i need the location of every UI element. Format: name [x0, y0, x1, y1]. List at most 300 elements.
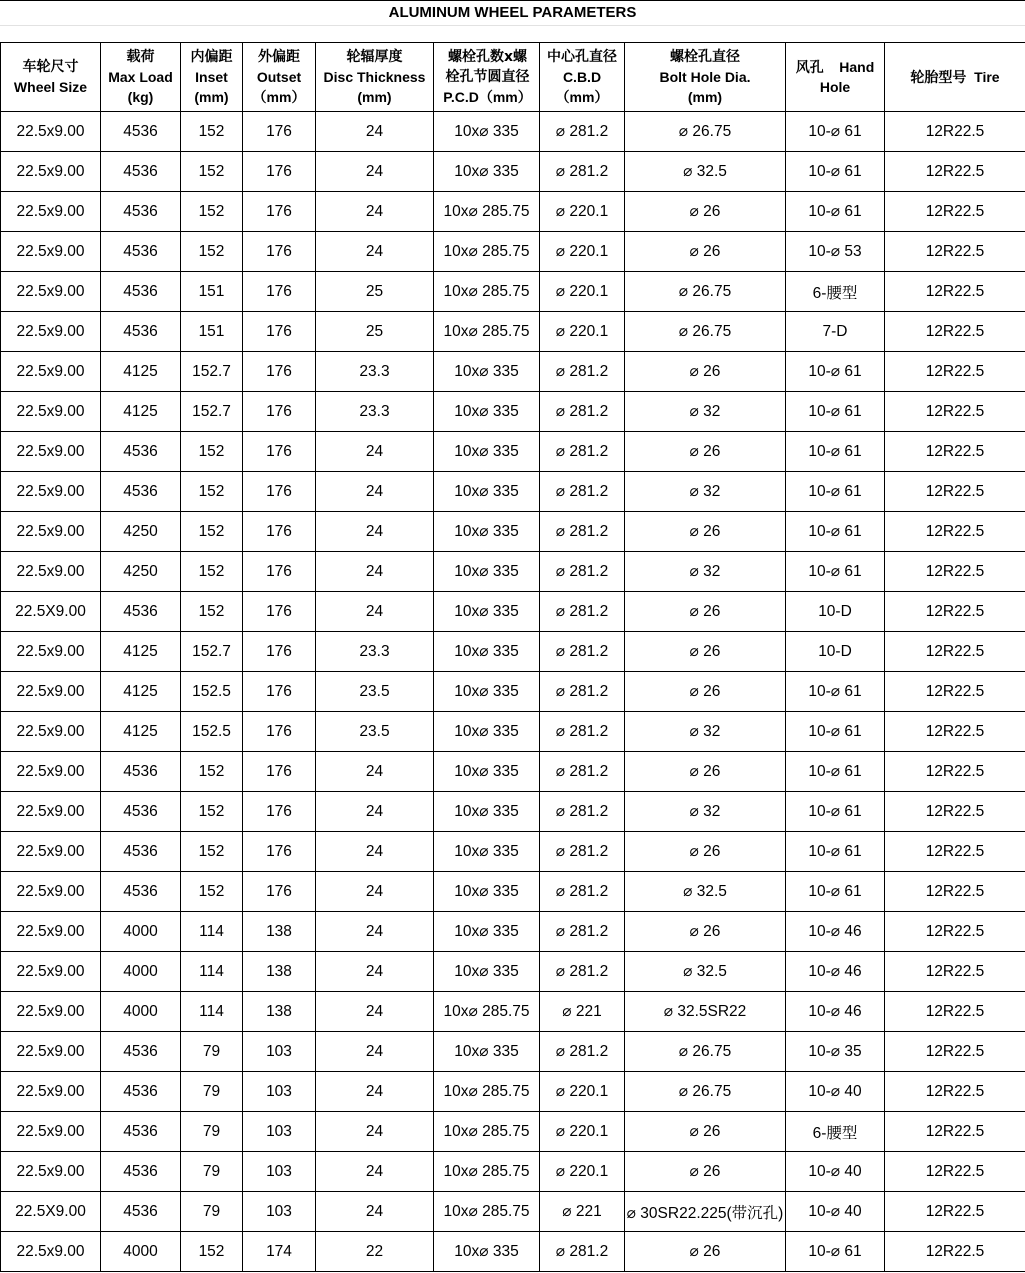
cell-max-load: 4125	[101, 712, 181, 752]
cell-bolt-hole-dia: ⌀ 32	[625, 392, 786, 432]
cell-max-load: 4536	[101, 1112, 181, 1152]
cell-pcd: 10x⌀ 285.75	[434, 1152, 540, 1192]
header-label-zh: 车轮尺寸	[22, 59, 79, 75]
cell-bolt-hole-dia: ⌀ 26	[625, 432, 786, 472]
header-label-zh-en: 轮胎型号 Tire	[910, 69, 1000, 85]
header-label-en: Bolt Hole Dia.	[659, 69, 751, 85]
cell-tire: 12R22.5	[885, 1192, 1025, 1232]
cell-bolt-hole-dia: ⌀ 32.5	[625, 952, 786, 992]
cell-outset: 176	[243, 352, 316, 392]
cell-hand-hole: 10-⌀ 61	[786, 712, 885, 752]
cell-cbd: ⌀ 281.2	[540, 632, 625, 672]
header-label-en: Inset	[195, 69, 228, 85]
cell-outset: 103	[243, 1112, 316, 1152]
cell-tire: 12R22.5	[885, 952, 1025, 992]
cell-max-load: 4536	[101, 872, 181, 912]
header-pcd	[434, 43, 540, 112]
cell-max-load: 4125	[101, 672, 181, 712]
cell-hand-hole: 10-⌀ 61	[786, 112, 885, 152]
cell-cbd: ⌀ 220.1	[540, 312, 625, 352]
cell-inset: 79	[181, 1152, 243, 1192]
cell-cbd: ⌀ 281.2	[540, 872, 625, 912]
table-row	[1, 112, 1025, 152]
cell-hand-hole: 10-D	[786, 592, 885, 632]
table-row	[1, 952, 1025, 992]
cell-cbd: ⌀ 220.1	[540, 232, 625, 272]
cell-cbd: ⌀ 220.1	[540, 192, 625, 232]
cell-outset: 176	[243, 592, 316, 632]
cell-disc-thickness: 24	[316, 232, 434, 272]
cell-disc-thickness: 23.3	[316, 352, 434, 392]
cell-hand-hole: 10-⌀ 46	[786, 992, 885, 1032]
cell-pcd: 10x⌀ 285.75	[434, 232, 540, 272]
cell-inset: 152	[181, 432, 243, 472]
cell-hand-hole: 10-⌀ 61	[786, 792, 885, 832]
header-unit: (mm)	[194, 89, 229, 105]
cell-tire: 12R22.5	[885, 552, 1025, 592]
cell-bolt-hole-dia: ⌀ 26	[625, 592, 786, 632]
header-tire	[885, 43, 1025, 112]
cell-wheel-size: 22.5x9.00	[1, 432, 101, 472]
cell-hand-hole: 10-⌀ 61	[786, 472, 885, 512]
cell-disc-thickness: 24	[316, 992, 434, 1032]
cell-wheel-size: 22.5x9.00	[1, 752, 101, 792]
cell-disc-thickness: 24	[316, 1072, 434, 1112]
cell-hand-hole: 10-⌀ 40	[786, 1072, 885, 1112]
cell-max-load: 4536	[101, 1032, 181, 1072]
cell-pcd: 10x⌀ 285.75	[434, 192, 540, 232]
cell-inset: 152.7	[181, 392, 243, 432]
cell-disc-thickness: 24	[316, 512, 434, 552]
table-row	[1, 272, 1025, 312]
cell-cbd: ⌀ 281.2	[540, 432, 625, 472]
cell-pcd: 10x⌀ 335	[434, 552, 540, 592]
cell-bolt-hole-dia: ⌀ 26	[625, 512, 786, 552]
cell-pcd: 10x⌀ 285.75	[434, 272, 540, 312]
cell-bolt-hole-dia: ⌀ 26	[625, 752, 786, 792]
header-unit: (kg)	[127, 89, 154, 105]
cell-outset: 138	[243, 992, 316, 1032]
table-row	[1, 352, 1025, 392]
cell-inset: 114	[181, 992, 243, 1032]
cell-outset: 174	[243, 1232, 316, 1272]
header-max-load	[101, 43, 181, 112]
cell-max-load: 4536	[101, 112, 181, 152]
cell-outset: 103	[243, 1152, 316, 1192]
cell-bolt-hole-dia: ⌀ 26.75	[625, 272, 786, 312]
cell-disc-thickness: 25	[316, 272, 434, 312]
cell-max-load: 4250	[101, 512, 181, 552]
cell-max-load: 4536	[101, 1072, 181, 1112]
cell-tire: 12R22.5	[885, 1152, 1025, 1192]
cell-tire: 12R22.5	[885, 152, 1025, 192]
cell-pcd: 10x⌀ 335	[434, 472, 540, 512]
cell-cbd: ⌀ 281.2	[540, 592, 625, 632]
cell-inset: 152	[181, 472, 243, 512]
table-row	[1, 592, 1025, 632]
header-label-zh: 中心孔直径	[547, 49, 617, 65]
cell-inset: 152.7	[181, 632, 243, 672]
cell-inset: 152	[181, 552, 243, 592]
cell-tire: 12R22.5	[885, 592, 1025, 632]
cell-max-load: 4536	[101, 1192, 181, 1232]
table-row	[1, 672, 1025, 712]
cell-disc-thickness: 24	[316, 872, 434, 912]
cell-tire: 12R22.5	[885, 632, 1025, 672]
cell-inset: 152	[181, 152, 243, 192]
cell-cbd: ⌀ 281.2	[540, 752, 625, 792]
cell-tire: 12R22.5	[885, 792, 1025, 832]
cell-max-load: 4536	[101, 192, 181, 232]
cell-pcd: 10x⌀ 335	[434, 712, 540, 752]
cell-tire: 12R22.5	[885, 712, 1025, 752]
cell-wheel-size: 22.5x9.00	[1, 192, 101, 232]
cell-cbd: ⌀ 221	[540, 992, 625, 1032]
cell-wheel-size: 22.5x9.00	[1, 832, 101, 872]
cell-max-load: 4536	[101, 272, 181, 312]
cell-bolt-hole-dia: ⌀ 32	[625, 472, 786, 512]
cell-disc-thickness: 24	[316, 432, 434, 472]
cell-tire: 12R22.5	[885, 432, 1025, 472]
cell-bolt-hole-dia: ⌀ 26.75	[625, 1072, 786, 1112]
cell-outset: 138	[243, 912, 316, 952]
header-label-zh: 螺栓孔数x螺	[447, 49, 528, 65]
cell-hand-hole: 10-⌀ 61	[786, 1232, 885, 1272]
header-label-en: Wheel Size	[13, 79, 88, 95]
cell-hand-hole: 10-⌀ 53	[786, 232, 885, 272]
table-row	[1, 312, 1025, 352]
cell-cbd: ⌀ 220.1	[540, 272, 625, 312]
cell-tire: 12R22.5	[885, 672, 1025, 712]
cell-tire: 12R22.5	[885, 512, 1025, 552]
cell-wheel-size: 22.5X9.00	[1, 1192, 101, 1232]
cell-max-load: 4125	[101, 352, 181, 392]
cell-bolt-hole-dia: ⌀ 32.5	[625, 152, 786, 192]
cell-hand-hole: 10-⌀ 61	[786, 872, 885, 912]
cell-wheel-size: 22.5x9.00	[1, 552, 101, 592]
cell-max-load: 4536	[101, 232, 181, 272]
header-unit: （mm）	[555, 89, 609, 105]
cell-pcd: 10x⌀ 335	[434, 952, 540, 992]
cell-hand-hole: 10-⌀ 40	[786, 1192, 885, 1232]
cell-disc-thickness: 24	[316, 112, 434, 152]
cell-outset: 176	[243, 232, 316, 272]
cell-tire: 12R22.5	[885, 272, 1025, 312]
cell-outset: 176	[243, 192, 316, 232]
header-bolt-hole-dia	[625, 43, 786, 112]
cell-hand-hole: 10-⌀ 61	[786, 512, 885, 552]
cell-bolt-hole-dia: ⌀ 26	[625, 352, 786, 392]
cell-pcd: 10x⌀ 335	[434, 912, 540, 952]
cell-tire: 12R22.5	[885, 752, 1025, 792]
cell-cbd: ⌀ 220.1	[540, 1152, 625, 1192]
cell-bolt-hole-dia: ⌀ 26	[625, 832, 786, 872]
table-row	[1, 1112, 1025, 1152]
cell-max-load: 4536	[101, 472, 181, 512]
cell-pcd: 10x⌀ 335	[434, 672, 540, 712]
cell-hand-hole: 10-⌀ 61	[786, 352, 885, 392]
cell-disc-thickness: 23.3	[316, 392, 434, 432]
cell-hand-hole: 10-⌀ 61	[786, 752, 885, 792]
cell-max-load: 4250	[101, 552, 181, 592]
cell-pcd: 10x⌀ 335	[434, 752, 540, 792]
cell-bolt-hole-dia: ⌀ 30SR22.225(带沉孔)	[625, 1192, 786, 1232]
header-label-en: Max Load	[108, 69, 173, 85]
header-label-en: C.B.D	[562, 69, 602, 85]
cell-bolt-hole-dia: ⌀ 26	[625, 912, 786, 952]
cell-hand-hole: 10-⌀ 61	[786, 672, 885, 712]
header-row	[1, 43, 1025, 112]
cell-disc-thickness: 24	[316, 592, 434, 632]
cell-bolt-hole-dia: ⌀ 26	[625, 1152, 786, 1192]
cell-disc-thickness: 24	[316, 1152, 434, 1192]
cell-max-load: 4125	[101, 392, 181, 432]
cell-cbd: ⌀ 281.2	[540, 152, 625, 192]
cell-cbd: ⌀ 221	[540, 1192, 625, 1232]
header-label-en: P.C.D（mm）	[443, 89, 532, 105]
table-row	[1, 632, 1025, 672]
cell-disc-thickness: 23.5	[316, 672, 434, 712]
cell-outset: 176	[243, 432, 316, 472]
table-row	[1, 832, 1025, 872]
cell-wheel-size: 22.5x9.00	[1, 392, 101, 432]
cell-outset: 176	[243, 312, 316, 352]
table-row	[1, 1232, 1025, 1272]
cell-bolt-hole-dia: ⌀ 32	[625, 552, 786, 592]
cell-hand-hole: 6-腰型	[786, 1112, 885, 1152]
cell-cbd: ⌀ 220.1	[540, 1072, 625, 1112]
cell-hand-hole: 10-⌀ 35	[786, 1032, 885, 1072]
cell-wheel-size: 22.5x9.00	[1, 232, 101, 272]
cell-hand-hole: 10-⌀ 40	[786, 1152, 885, 1192]
cell-cbd: ⌀ 220.1	[540, 1112, 625, 1152]
header-label-zh-2: 栓孔节圆直径	[445, 69, 530, 85]
header-inset	[181, 43, 243, 112]
cell-tire: 12R22.5	[885, 352, 1025, 392]
cell-pcd: 10x⌀ 335	[434, 152, 540, 192]
cell-max-load: 4000	[101, 912, 181, 952]
cell-tire: 12R22.5	[885, 912, 1025, 952]
cell-max-load: 4536	[101, 1152, 181, 1192]
cell-cbd: ⌀ 281.2	[540, 472, 625, 512]
cell-disc-thickness: 22	[316, 1232, 434, 1272]
cell-wheel-size: 22.5x9.00	[1, 1112, 101, 1152]
cell-disc-thickness: 24	[316, 1192, 434, 1232]
cell-tire: 12R22.5	[885, 832, 1025, 872]
cell-wheel-size: 22.5x9.00	[1, 1232, 101, 1272]
cell-wheel-size: 22.5x9.00	[1, 512, 101, 552]
cell-outset: 103	[243, 1072, 316, 1112]
cell-inset: 79	[181, 1112, 243, 1152]
cell-hand-hole: 10-⌀ 61	[786, 552, 885, 592]
cell-disc-thickness: 24	[316, 152, 434, 192]
cell-disc-thickness: 23.3	[316, 632, 434, 672]
cell-inset: 79	[181, 1072, 243, 1112]
cell-disc-thickness: 24	[316, 832, 434, 872]
cell-inset: 152	[181, 832, 243, 872]
cell-outset: 176	[243, 712, 316, 752]
cell-outset: 103	[243, 1032, 316, 1072]
cell-outset: 176	[243, 552, 316, 592]
cell-outset: 103	[243, 1192, 316, 1232]
header-unit: (mm)	[357, 89, 392, 105]
cell-cbd: ⌀ 281.2	[540, 1232, 625, 1272]
cell-bolt-hole-dia: ⌀ 26	[625, 1112, 786, 1152]
cell-tire: 12R22.5	[885, 472, 1025, 512]
cell-disc-thickness: 24	[316, 1112, 434, 1152]
cell-inset: 152	[181, 232, 243, 272]
cell-wheel-size: 22.5x9.00	[1, 872, 101, 912]
cell-hand-hole: 10-⌀ 46	[786, 952, 885, 992]
cell-tire: 12R22.5	[885, 232, 1025, 272]
header-label-zh-en: 风孔 Hand	[795, 59, 875, 75]
cell-wheel-size: 22.5x9.00	[1, 272, 101, 312]
table-row	[1, 1152, 1025, 1192]
header-label-en: Hole	[819, 79, 851, 95]
cell-outset: 176	[243, 472, 316, 512]
cell-pcd: 10x⌀ 335	[434, 632, 540, 672]
cell-inset: 152	[181, 512, 243, 552]
cell-inset: 152	[181, 752, 243, 792]
cell-outset: 176	[243, 512, 316, 552]
cell-outset: 176	[243, 792, 316, 832]
table-row	[1, 712, 1025, 752]
table-row	[1, 392, 1025, 432]
cell-hand-hole: 10-⌀ 61	[786, 832, 885, 872]
cell-bolt-hole-dia: ⌀ 32.5SR22	[625, 992, 786, 1032]
header-wheel-size	[1, 43, 101, 112]
header-label-en: Outset	[256, 69, 302, 85]
cell-max-load: 4536	[101, 592, 181, 632]
table-row	[1, 752, 1025, 792]
cell-cbd: ⌀ 281.2	[540, 792, 625, 832]
cell-wheel-size: 22.5x9.00	[1, 472, 101, 512]
cell-wheel-size: 22.5x9.00	[1, 152, 101, 192]
cell-outset: 176	[243, 152, 316, 192]
cell-pcd: 10x⌀ 285.75	[434, 312, 540, 352]
cell-hand-hole: 10-D	[786, 632, 885, 672]
cell-max-load: 4000	[101, 1232, 181, 1272]
table-row	[1, 152, 1025, 192]
cell-bolt-hole-dia: ⌀ 26.75	[625, 312, 786, 352]
cell-inset: 152	[181, 792, 243, 832]
cell-wheel-size: 22.5x9.00	[1, 992, 101, 1032]
cell-outset: 176	[243, 272, 316, 312]
cell-max-load: 4536	[101, 432, 181, 472]
cell-bolt-hole-dia: ⌀ 26	[625, 672, 786, 712]
table-row	[1, 512, 1025, 552]
cell-max-load: 4000	[101, 992, 181, 1032]
table-row	[1, 472, 1025, 512]
cell-max-load: 4536	[101, 832, 181, 872]
cell-wheel-size: 22.5x9.00	[1, 112, 101, 152]
table-row	[1, 1072, 1025, 1112]
cell-outset: 176	[243, 832, 316, 872]
cell-wheel-size: 22.5x9.00	[1, 672, 101, 712]
cell-bolt-hole-dia: ⌀ 26	[625, 232, 786, 272]
header-label-zh: 外偏距	[258, 49, 300, 65]
title-divider	[0, 25, 1025, 26]
cell-hand-hole: 6-腰型	[786, 272, 885, 312]
page-title: ALUMINUM WHEEL PARAMETERS	[388, 4, 637, 21]
cell-hand-hole: 10-⌀ 46	[786, 912, 885, 952]
cell-outset: 176	[243, 392, 316, 432]
cell-pcd: 10x⌀ 285.75	[434, 1112, 540, 1152]
cell-cbd: ⌀ 281.2	[540, 552, 625, 592]
cell-bolt-hole-dia: ⌀ 32	[625, 712, 786, 752]
cell-bolt-hole-dia: ⌀ 26.75	[625, 112, 786, 152]
header-hand-hole	[786, 43, 885, 112]
table-row	[1, 792, 1025, 832]
cell-pcd: 10x⌀ 285.75	[434, 1072, 540, 1112]
cell-pcd: 10x⌀ 335	[434, 832, 540, 872]
cell-wheel-size: 22.5x9.00	[1, 712, 101, 752]
cell-max-load: 4536	[101, 752, 181, 792]
header-label-zh: 螺栓孔直径	[670, 49, 740, 65]
cell-cbd: ⌀ 281.2	[540, 672, 625, 712]
header-label-zh: 内偏距	[190, 49, 233, 65]
table-row	[1, 192, 1025, 232]
cell-tire: 12R22.5	[885, 312, 1025, 352]
cell-bolt-hole-dia: ⌀ 32.5	[625, 872, 786, 912]
cell-cbd: ⌀ 281.2	[540, 712, 625, 752]
cell-disc-thickness: 24	[316, 552, 434, 592]
cell-max-load: 4125	[101, 632, 181, 672]
cell-inset: 152	[181, 192, 243, 232]
cell-pcd: 10x⌀ 335	[434, 352, 540, 392]
cell-disc-thickness: 24	[316, 752, 434, 792]
table-row	[1, 432, 1025, 472]
cell-inset: 152.5	[181, 672, 243, 712]
cell-wheel-size: 22.5x9.00	[1, 952, 101, 992]
cell-inset: 114	[181, 952, 243, 992]
cell-outset: 176	[243, 112, 316, 152]
cell-inset: 152	[181, 872, 243, 912]
cell-tire: 12R22.5	[885, 1232, 1025, 1272]
cell-cbd: ⌀ 281.2	[540, 112, 625, 152]
cell-cbd: ⌀ 281.2	[540, 832, 625, 872]
cell-inset: 114	[181, 912, 243, 952]
cell-outset: 176	[243, 872, 316, 912]
table-row	[1, 912, 1025, 952]
table-body	[1, 112, 1025, 1272]
cell-inset: 151	[181, 272, 243, 312]
cell-bolt-hole-dia: ⌀ 26	[625, 632, 786, 672]
cell-cbd: ⌀ 281.2	[540, 912, 625, 952]
cell-outset: 176	[243, 752, 316, 792]
cell-wheel-size: 22.5x9.00	[1, 1032, 101, 1072]
cell-pcd: 10x⌀ 335	[434, 1032, 540, 1072]
header-outset	[243, 43, 316, 112]
cell-hand-hole: 10-⌀ 61	[786, 152, 885, 192]
cell-bolt-hole-dia: ⌀ 32	[625, 792, 786, 832]
cell-disc-thickness: 25	[316, 312, 434, 352]
cell-pcd: 10x⌀ 335	[434, 432, 540, 472]
cell-cbd: ⌀ 281.2	[540, 952, 625, 992]
cell-pcd: 10x⌀ 335	[434, 1232, 540, 1272]
cell-cbd: ⌀ 281.2	[540, 1032, 625, 1072]
wheel-parameters-table	[0, 42, 1025, 1272]
cell-wheel-size: 22.5x9.00	[1, 632, 101, 672]
cell-tire: 12R22.5	[885, 392, 1025, 432]
cell-tire: 12R22.5	[885, 872, 1025, 912]
cell-inset: 152	[181, 592, 243, 632]
header-label-zh: 载荷	[126, 49, 155, 65]
cell-max-load: 4000	[101, 952, 181, 992]
cell-tire: 12R22.5	[885, 1032, 1025, 1072]
cell-tire: 12R22.5	[885, 112, 1025, 152]
cell-disc-thickness: 24	[316, 792, 434, 832]
